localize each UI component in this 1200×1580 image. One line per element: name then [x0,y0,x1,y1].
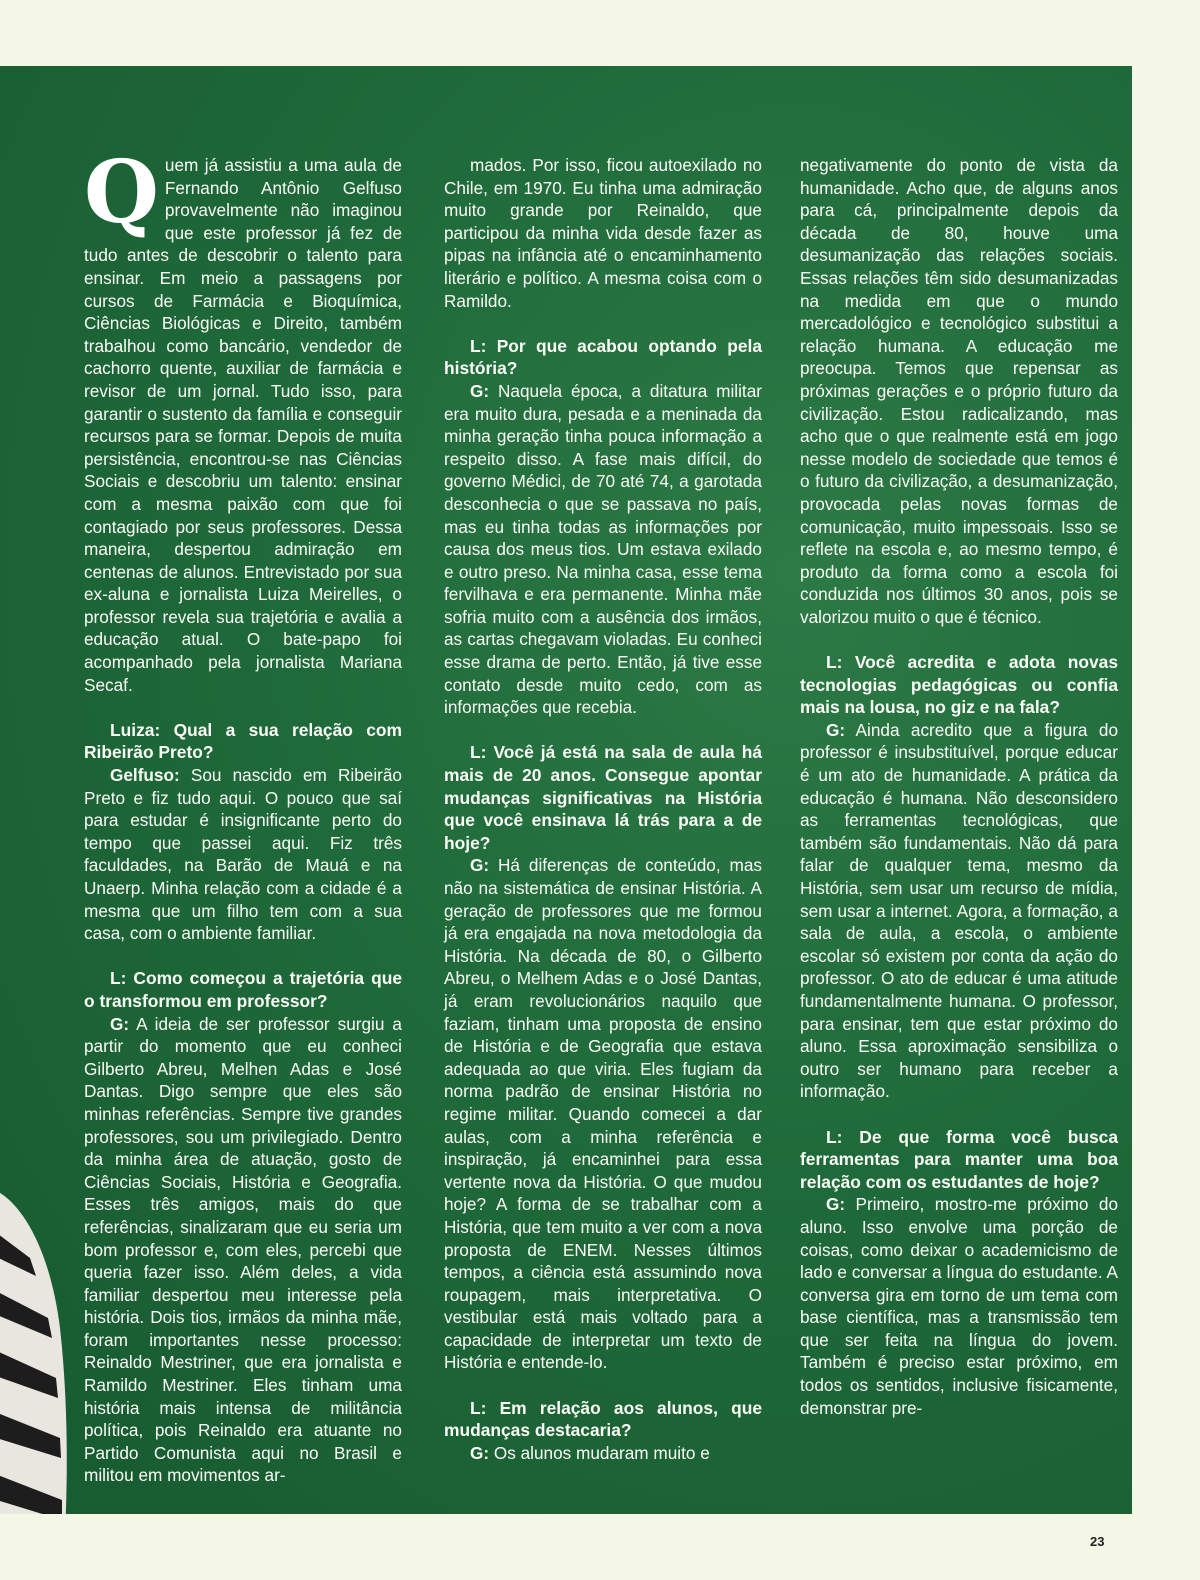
answer-text: Sou nascido em Ribeirão Preto e fiz tudo aqui. O pouco que saí para estudar é insignificante perto do tempo que passei aqui. Fiz três faculdades, na Barão de Mauá e na Unaerp. Minha relação com a cidade é a mesma que um filho tem com a sua casa, com o ambiente familiar. [84,765,402,944]
answer-text: A ideia de ser professor surgiu a partir do momento que eu conheci Gilberto Abreu, Melhen Adas e José Dantas. Digo sempre que eles são minhas referências. Sempre tive grandes professores, sou um privilegiado. Dentro da minha área de atuação, gosto de Ciências Sociais, História e Geografia. Esses três amigos, mais do que referências, sinalizaram que eu seria um bom professor e, com eles, percebi que queria fazer isso. Além deles, a vida familiar despertou meu interesse pela história. Dois tios, irmãos da minha mãe, foram importantes nesse processo: Reinaldo Mestriner, que era jornalista e Ramildo Mestriner. Eles tinham uma história mais intensa de militância política, pois Reinaldo era atuante no Partido Comunista aqui no Brasil e militou em movimentos ar- [84,1013,402,1486]
speaker-label: G: [470,380,490,401]
question-heading: Luiza: Qual a sua relação com Ribeirão Preto? [84,719,402,763]
intro-text: uem já assistiu a uma aula de Fernando Antônio Gelfuso provavelmente não imaginou que este professor já fez de tudo antes de descobrir o talento para ensinar. Em meio a passagens por cursos de Farmácia e Bioquímica, Ciências Biológicas e Direito, também trabalhou como bancário, vendedor de cachorro quente, auxiliar de farmácia e revisor de um jornal. Tudo isso, para garantir o sustento da família e conseguir recursos para se formar. Depois de muita persistência, encontrou-se nas Ciências Sociais e descobriu um talento: ensinar com a mesma paixão com que foi contagiado por seus professores. Dessa maneira, despertou admiração em centenas de alunos. Entrevistado por sua ex-aluna e jornalista Luiza Meirelles, o professor revela sua trajetória e avalia a educação atual. O bate-papo foi acompanhado pela jornalista Mariana Secaf. [84,155,402,695]
speaker-label: G: [470,855,490,876]
question-heading: L: Em relação aos alunos, que mudanças destacaria? [444,1397,762,1441]
answer-text: Ainda acredito que a figura do professor é insubstituível, porque educar é um ato de humanidade. A prática da educação é humana. Não desconsidero as ferramentas tecnológicas, que também são fundamentais. Não dá para falar de qualquer tema, mesmo da História, sem usar um recurso de mídia, sem usar a internet. Agora, a formação, a sala de aula, a escola, o ambiente escolar só existem por conta da ação do professor. O ato de educar é uma atitude fundamentalmente humana. O professor, para ensinar, tem que estar próximo do aluno. Essa aproximação sensibiliza o outro ser humano para receber a informação. [800,719,1118,1102]
page-number: 23 [1090,1534,1105,1549]
answer-paragraph [444,854,762,1374]
answer-paragraph [444,1442,762,1465]
speaker-label: G: [470,1442,490,1463]
answer-text-continued: mados. Por isso, ficou autoexilado no Chile, em 1970. Eu tinha uma admiração muito grande por Reinaldo, que participou da minha vida desde fazer as pipas na infância até o encaminhamento literário e político. A mesma coisa com o Ramildo. [444,155,762,311]
answer-paragraph [84,764,402,945]
answer-continuation [800,154,1118,628]
answer-continuation [444,154,762,312]
answer-text-continued: negativamente do ponto de vista da humanidade. Acho que, de alguns anos para cá, principalmente depois da década de 80, houve uma desumanização das relações sociais. Essas relações têm sido desumanizadas na medida em que o mundo mercadológico e tecnológico substitui a relação humana. A educação me preocupa. Temos que repensar as próximas gerações e o próprio futuro da civilização. Estou radicalizando, mas acho que o que realmente está em jogo nesse modelo de sociedade que temos é o futuro da civilização, a desumanização, provocada pelas novas formas de comunicação, muito impessoais. Isso se reflete na escola e, ao mesmo tempo, é produto da forma como a escola foi conduzida nos últimos 30 anos, pois se valorizou muito o que é técnico. [800,155,1118,627]
answer-paragraph [800,719,1118,1103]
speaker-label: Gelfuso: [110,765,180,786]
answer-paragraph [84,1013,402,1487]
answer-paragraph [444,380,762,719]
speaker-label: G: [110,1013,130,1034]
answer-text: Primeiro, mostro-me próximo do aluno. Isso envolve uma porção de coisas, como deixar o academicismo de lado e conversar a língua do estudante. A conversa gira em torno de um tema com base científica, mas a transmissão tem que ser feita na língua do jovem. Também é preciso estar próximo, em todos os sentidos, inclusive fisicamente, demonstrar pre- [800,1194,1118,1418]
question-heading: L: De que forma você busca ferramentas para manter uma boa relação com os estudantes de hoje? [800,1126,1118,1192]
question-heading: L: Você já está na sala de aula há mais de 20 anos. Consegue apontar mudanças significativas na História que você ensinava lá trás para a de hoje? [444,742,762,853]
answer-text: Os alunos mudaram muito e [489,1442,710,1463]
question-heading: L: Por que acabou optando pela história? [444,335,762,379]
intro-paragraph [84,142,402,696]
student-striped-shirt-image [0,1188,76,1514]
answer-text: Naquela época, a ditatura militar era muito dura, pesada e a meninada da minha geração tinha pouca informação a respeito disso. A fase mais difícil, do governo Médici, de 70 até 74, a garotada desconhecia o que se passava no país, mas eu tinha todas as informações por causa dos meus tios. Um estava exilado e outro preso. Na minha casa, esse tema fervilhava e era permanente. Minha mãe sofria muito com a ausência dos irmãos, as cartas chegavam violadas. Eu conheci esse drama de perto. Então, já tive esse contato desde muito cedo, com as informações que recebia. [444,380,762,718]
article-column-1 [84,142,402,1510]
article-column-3 [800,154,1118,1419]
answer-paragraph [800,1193,1118,1419]
drop-cap: Q [84,142,159,243]
speaker-label: G: [826,1194,846,1215]
question-heading: L: Você acredita e adota novas tecnologias pedagógicas ou confia mais na lousa, no giz e na fala? [800,652,1118,718]
answer-text: Há diferenças de conteúdo, mas não na sistemática de ensinar História. A geração de professores que me formou já era engajada na nova metodologia da História. Na década de 80, o Gilberto Abreu, o Melhem Adas e o José Dantas, já eram revolucionários naquilo que faziam, tinham uma proposta de ensino de História e de Geografia que estava adequada ao que viria. Eles fugiam da norma padrão de ensinar História no regime militar. Quando comecei a dar aulas, com a minha referência e inspiração, já encaminhei para essa vertente nova da História. O que mudou hoje? A forma de se trabalhar com a História, que tem muito a ver com a nova proposta de ENEM. Nesses últimos tempos, a ciência está assumindo nova roupagem, mais interpretativa. O vestibular está mais voltado para a capacidade de interpretar um texto de História e entende-lo. [444,855,762,1373]
question-heading: L: Como começou a trajetória que o transformou em professor? [84,968,402,1011]
article-column-2 [444,154,762,1464]
speaker-label: G: [826,719,846,740]
